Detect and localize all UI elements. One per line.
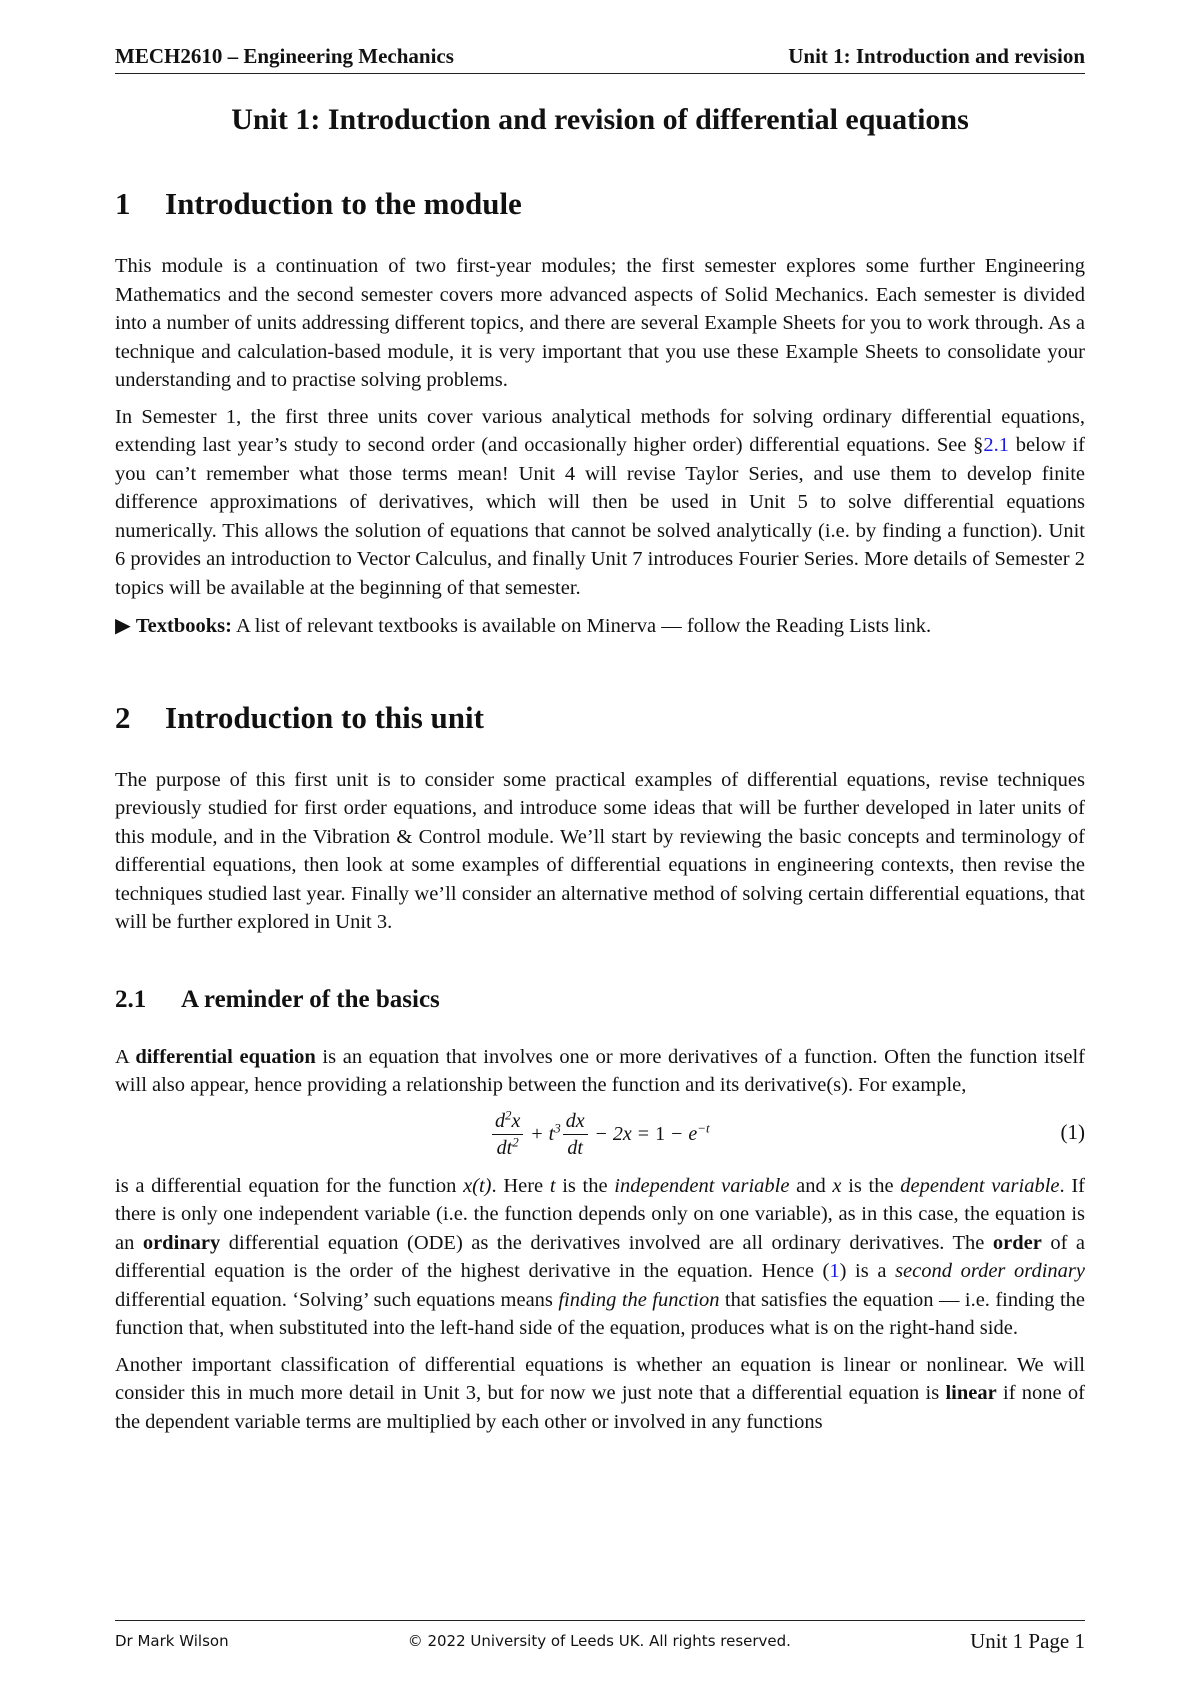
text-run: below if you can’t remember what those terms mean! Unit 4 will revise Taylor Series, and use them to develop finite difference approximations of derivatives, which will then be used in Unit 5 to solve differential equations numerically. This allows the solution of equations that cannot be solved analytically (i.e. by finding a function). Unit 6 provides an introduction to Vector Calculus, and finally Unit 7 introduces Fourier Series. More details of Semester 2 topics will be available at the beginning of that semester. — [115, 434, 1085, 599]
section-1-paragraph-2 — [115, 403, 1085, 603]
text-run: . Here — [491, 1174, 550, 1197]
document-title: Unit 1: Introduction and revision of differential equations — [231, 103, 969, 136]
term-bold: ordinary — [142, 1231, 221, 1254]
section-2-1-title: A reminder of the basics — [181, 985, 440, 1013]
text-run: is the — [555, 1174, 615, 1197]
term-italic: dependent variable — [900, 1174, 1060, 1197]
section-1-paragraph-1: This module is a continuation of two first-year modules; the first semester explores some further Engineering Mathematics and the second semester covers more advanced aspects of Solid Mechanics. Each semester is divided into a number of units addressing different topics, and there are several Example Sheets for you to work through. As a technique and calculation-based module, it is very important that you use these Example Sheets to consolidate your understanding and to practise solving problems. — [115, 255, 1085, 392]
equation-1 — [115, 1100, 1085, 1170]
section-2-1-link[interactable]: 2.1 — [983, 434, 1010, 457]
text-run: is an equation that involves one or more derivatives of a function. Often the function itself will also appear, hence providing a relationship between the function and its derivative(s). For example, — [115, 1045, 1085, 1097]
text-run: . If there is only one independent variable (i.e. the function depends only on one variable), as in this case, the equation is an — [115, 1174, 1085, 1254]
section-1-title: Introduction to the module — [165, 186, 522, 221]
section-2-title: Introduction to this unit — [165, 699, 484, 735]
math-run: x — [832, 1174, 842, 1197]
math-run: x(t) — [463, 1174, 492, 1197]
text-run: A — [115, 1045, 136, 1068]
header-unit: Unit 1: Introduction and revision — [788, 44, 1085, 68]
equation-number: (1) — [1060, 1119, 1085, 1144]
page-footer — [115, 1620, 1085, 1661]
term-italic: independent variable — [614, 1174, 790, 1197]
text-run: differential equation (ODE) as the derivatives involved are all ordinary derivatives. The — [220, 1231, 993, 1254]
section-2-heading — [115, 699, 1085, 736]
section-2-1-paragraph-1 — [115, 1043, 1085, 1100]
text-run: ) is a — [839, 1260, 896, 1283]
text-run: is a differential equation for the function — [115, 1174, 464, 1197]
section-2-1-number: 2.1 — [115, 985, 147, 1013]
footer-page-number: Unit 1 Page 1 — [970, 1628, 1085, 1653]
page-content — [115, 100, 1085, 1436]
term-bold: linear — [945, 1382, 997, 1405]
text-run: Another important classification of differential equations is whether an equation is linear or nonlinear. We will consider this in much more detail in Unit 3, but for now we just note that a differential equation is — [115, 1353, 1085, 1405]
math-run: t — [549, 1174, 556, 1197]
section-1-heading — [115, 185, 1085, 222]
term-bold: order — [992, 1231, 1042, 1254]
term-italic: finding the function — [558, 1288, 720, 1311]
text-run: is the — [841, 1174, 901, 1197]
triangle-bullet-icon: ▶ — [115, 615, 131, 638]
term-bold: differential equation — [135, 1045, 316, 1068]
section-2-number: 2 — [115, 699, 131, 735]
section-2-1-paragraph-3 — [115, 1351, 1085, 1437]
header-module: MECH2610 – Engineering Mechanics — [115, 44, 454, 68]
footer-copyright: © 2022 University of Leeds UK. All rights reserved. — [407, 1632, 791, 1650]
text-run: and — [789, 1174, 833, 1197]
section-2-1-paragraph-2 — [115, 1172, 1085, 1343]
text-run: In Semester 1, the first three units cover various analytical methods for solving ordinary differential equations, extending last year’s study to second order (and occasionally higher order) differential equations. See § — [115, 405, 1085, 457]
text-run: that satisfies the equation — i.e. finding the function that, when substituted into the left-hand side of the equation, produces what is on the right-hand side. — [115, 1288, 1086, 1340]
term-italic: second order ordinary — [895, 1260, 1085, 1283]
text-run: of a differential equation is the order of the highest derivative in the equation. Hence ( — [115, 1231, 1085, 1283]
textbooks-text: A list of relevant textbooks is available on Minerva — follow the Reading Lists link. — [231, 615, 932, 638]
equation-body: $\frac{d^2x}{dt^2}$ + $t^3$ $\frac{dx}{dt}$ − 2x = 1 − $e^{-t}$ — [490, 1100, 710, 1170]
text-run: differential equation. ‘Solving’ such equations means — [115, 1288, 559, 1311]
page-header — [115, 44, 1085, 74]
textbooks-note — [115, 612, 1085, 641]
section-1-number: 1 — [115, 186, 131, 221]
section-2-paragraph-1: The purpose of this first unit is to consider some practical examples of differential equations, revise techniques previously studied for first order equations, and introduce some ideas that will be further developed in later units of this module, and in the Vibration & Control module. We’ll start by reviewing the basic concepts and terminology of differential equations, then look at some examples of differential equations in engineering contexts, then revise the techniques studied last year. Finally we’ll consider an alternative method of solving certain differential equations, that will be further explored in Unit 3. — [115, 768, 1085, 934]
textbooks-label: Textbooks: — [135, 615, 232, 638]
footer-author: Dr Mark Wilson — [115, 1632, 229, 1650]
section-2-1-heading — [115, 985, 1085, 1015]
text-run: if none of the dependent variable terms are multiplied by each other or involved in any functions — [115, 1382, 1085, 1433]
equation-1-link[interactable]: 1 — [829, 1260, 840, 1283]
